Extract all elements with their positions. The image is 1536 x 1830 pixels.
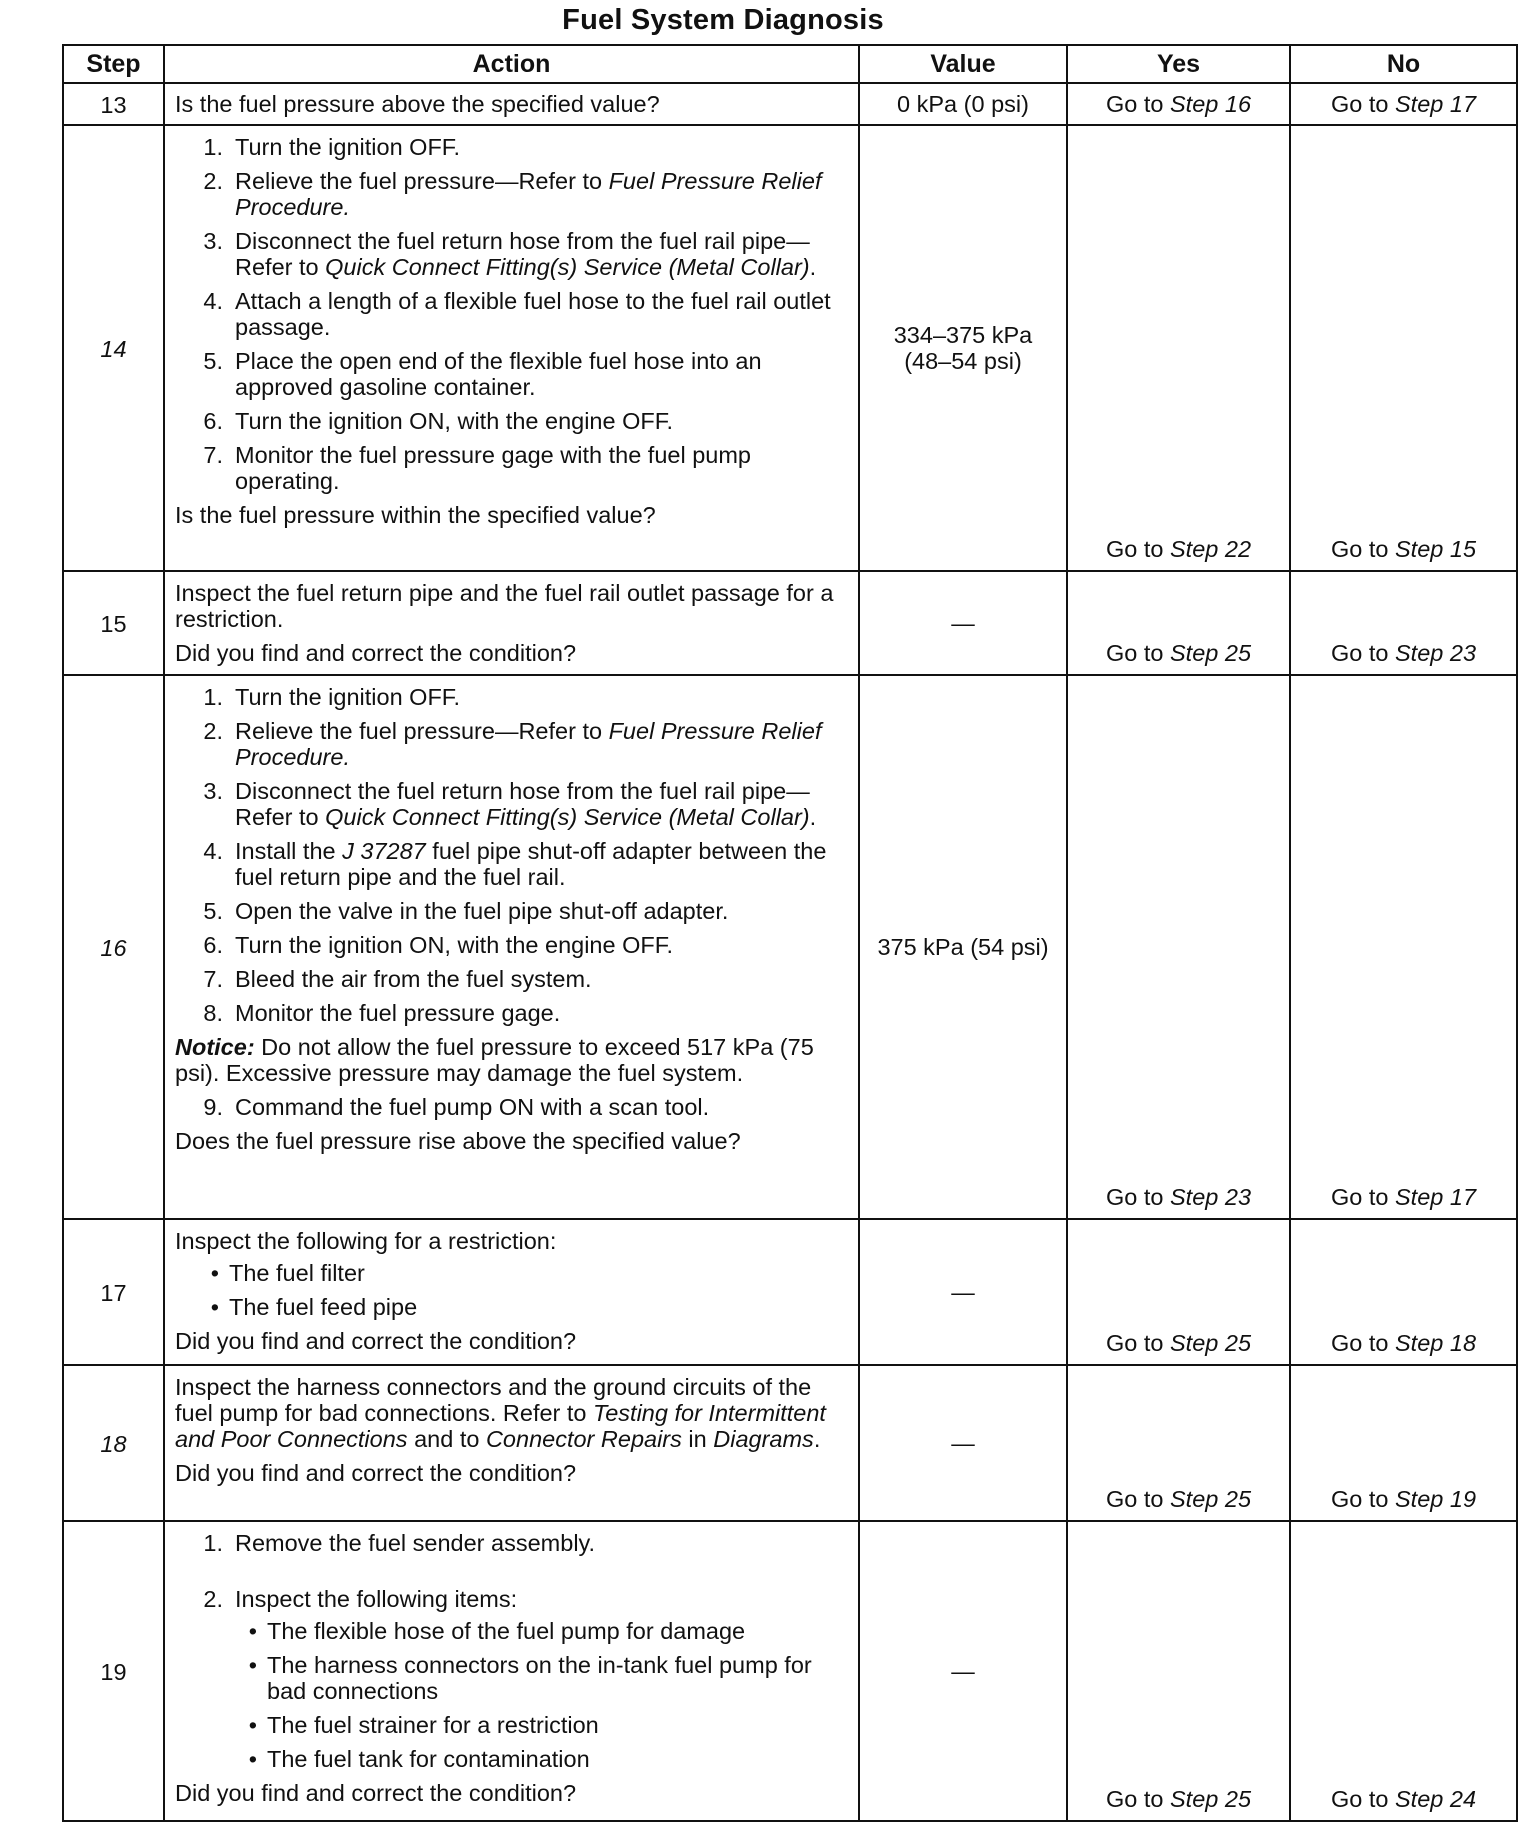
step-number: 16: [63, 675, 164, 1219]
list-item: 7. Monitor the fuel pressure gage with the fuel pump operating.: [203, 442, 751, 494]
yes-step-ref: Step 23: [1170, 1184, 1252, 1210]
list-item: • The harness connectors on the in-tank fuel pump for bad connections: [248, 1652, 812, 1704]
notice-label: Notice:: [175, 1034, 255, 1060]
go-to-label: Go to: [1330, 640, 1389, 666]
list-item: 8. Monitor the fuel pressure gage.: [203, 1000, 561, 1026]
no-cell: [1290, 675, 1517, 1219]
no-step-ref: Step 24: [1395, 1786, 1477, 1812]
header-yes: Yes: [1067, 45, 1290, 83]
go-to-label: Go to: [1105, 1330, 1164, 1356]
no-cell: [1290, 571, 1517, 675]
action-cell: [164, 571, 859, 675]
yes-cell: [1067, 1219, 1290, 1365]
bullet-list: [175, 1618, 848, 1772]
page-title: Fuel System Diagnosis: [562, 4, 884, 36]
no-cell: [1290, 1521, 1517, 1821]
value-cell: 375 kPa (54 psi): [859, 675, 1067, 1219]
list-item: 5. Place the open end of the flexible fuel hose into an approved gasoline container.: [203, 348, 762, 400]
list-item: • The fuel filter: [210, 1260, 365, 1286]
question-text: Did you find and correct the condition?: [175, 1780, 577, 1806]
yes-cell: [1067, 83, 1290, 125]
value-cell: —: [859, 1521, 1067, 1821]
list-item: • The fuel feed pipe: [210, 1294, 418, 1320]
list-item: 3. Disconnect the fuel return hose from the fuel rail pipe—Refer to Quick Connect Fitting(s) Service (Metal Collar).: [203, 228, 817, 280]
action-cell: [164, 1365, 859, 1521]
go-to-label: Go to: [1330, 1184, 1389, 1210]
procedure-reference: Connector Repairs: [485, 1426, 682, 1452]
step-number: 18: [63, 1365, 164, 1521]
no-step-ref: Step 15: [1395, 536, 1477, 562]
list-item: • The fuel tank for contamination: [248, 1746, 590, 1772]
yes-cell: [1067, 675, 1290, 1219]
go-to-label: Go to: [1330, 91, 1389, 117]
list-item: 1. Remove the fuel sender assembly.: [203, 1530, 596, 1556]
action-cell: [164, 1521, 859, 1821]
question-text: Did you find and correct the condition?: [175, 1328, 577, 1354]
tool-reference: J 37287: [342, 838, 426, 864]
list-item: 7. Bleed the air from the fuel system.: [203, 966, 592, 992]
bullet-list: [175, 1260, 848, 1320]
table-row: [63, 1219, 1517, 1365]
list-item: 9. Command the fuel pump ON with a scan tool.: [203, 1094, 710, 1120]
procedure-reference: Diagrams: [713, 1426, 814, 1452]
action-cell: [164, 675, 859, 1219]
action-cell: [164, 83, 859, 125]
no-step-ref: Step 17: [1395, 91, 1477, 117]
list-item: 2. Relieve the fuel pressure—Refer to Fuel Pressure Relief Procedure.: [203, 718, 822, 770]
notice-text: Do not allow the fuel pressure to exceed 517 kPa (75 psi). Excessive pressure may damage the fuel system.: [175, 1034, 814, 1086]
yes-step-ref: Step 22: [1170, 536, 1252, 562]
procedure-list: [175, 1094, 848, 1120]
list-item: 5. Open the valve in the fuel pipe shut-off adapter.: [203, 898, 729, 924]
table-row: [63, 1521, 1517, 1821]
value-cell: —: [859, 571, 1067, 675]
action-cell: [164, 1219, 859, 1365]
value-line: (48–54 psi): [904, 348, 1022, 374]
list-item: 2. Inspect the following items:: [203, 1586, 518, 1612]
no-cell: [1290, 83, 1517, 125]
value-cell: —: [859, 1219, 1067, 1365]
question-text: Is the fuel pressure within the specified value?: [175, 502, 656, 528]
list-item: 1. Turn the ignition OFF.: [203, 134, 461, 160]
yes-cell: [1067, 125, 1290, 571]
header-row: [63, 45, 1517, 83]
header-value: Value: [859, 45, 1067, 83]
header-action: Action: [164, 45, 859, 83]
list-item: 6. Turn the ignition ON, with the engine OFF.: [203, 932, 674, 958]
no-step-ref: Step 18: [1395, 1330, 1477, 1356]
table-row: [63, 125, 1517, 571]
yes-cell: [1067, 1521, 1290, 1821]
procedure-reference: Fuel Pressure Relief Procedure: [235, 168, 822, 220]
question-text: Did you find and correct the condition?: [175, 640, 577, 666]
yes-step-ref: Step 25: [1170, 1786, 1252, 1812]
list-item: 4. Install the J 37287 fuel pipe shut-off adapter between the fuel return pipe and the fuel rail.: [203, 838, 827, 890]
table-row: [63, 83, 1517, 125]
notice: [175, 1034, 848, 1086]
action-text: Inspect the fuel return pipe and the fuel rail outlet passage for a restriction.: [175, 580, 834, 632]
no-cell: [1290, 1219, 1517, 1365]
diagnosis-table: [62, 44, 1518, 1822]
step-number: 13: [63, 83, 164, 125]
procedure-list: [175, 1586, 848, 1612]
procedure-list: [175, 134, 848, 494]
step-number: 14: [63, 125, 164, 571]
list-item: 4. Attach a length of a flexible fuel hose to the fuel rail outlet passage.: [203, 288, 831, 340]
go-to-label: Go to: [1105, 1486, 1164, 1512]
go-to-label: Go to: [1105, 91, 1164, 117]
no-step-ref: Step 23: [1395, 640, 1477, 666]
action-text: Inspect the following for a restriction:: [175, 1228, 557, 1254]
go-to-label: Go to: [1330, 536, 1389, 562]
no-cell: [1290, 125, 1517, 571]
step-number: 17: [63, 1219, 164, 1365]
value-cell: [859, 125, 1067, 571]
question-text: Does the fuel pressure rise above the specified value?: [175, 1128, 741, 1154]
value-cell: 0 kPa (0 psi): [859, 83, 1067, 125]
step-number: 19: [63, 1521, 164, 1821]
yes-step-ref: Step 25: [1170, 1486, 1252, 1512]
go-to-label: Go to: [1330, 1486, 1389, 1512]
no-step-ref: Step 19: [1395, 1486, 1477, 1512]
yes-step-ref: Step 16: [1170, 91, 1252, 117]
action-cell: [164, 125, 859, 571]
list-item: 2. Relieve the fuel pressure—Refer to Fuel Pressure Relief Procedure.: [203, 168, 822, 220]
step-number: 15: [63, 571, 164, 675]
procedure-reference: Quick Connect Fitting(s) Service (Metal Collar): [325, 804, 810, 830]
go-to-label: Go to: [1105, 536, 1164, 562]
yes-step-ref: Step 25: [1170, 640, 1252, 666]
procedure-reference: Quick Connect Fitting(s) Service (Metal Collar): [325, 254, 810, 280]
table-row: [63, 675, 1517, 1219]
go-to-label: Go to: [1105, 640, 1164, 666]
no-step-ref: Step 17: [1395, 1184, 1477, 1210]
list-item: 3. Disconnect the fuel return hose from the fuel rail pipe—Refer to Quick Connect Fitting(s) Service (Metal Collar).: [203, 778, 817, 830]
table-row: [63, 1365, 1517, 1521]
go-to-label: Go to: [1330, 1786, 1389, 1812]
procedure-reference: Fuel Pressure Relief Procedure: [235, 718, 822, 770]
procedure-list: [175, 1530, 848, 1556]
list-item: 1. Turn the ignition OFF.: [203, 684, 461, 710]
header-no: No: [1290, 45, 1517, 83]
table-row: [63, 571, 1517, 675]
go-to-label: Go to: [1105, 1184, 1164, 1210]
header-step: Step: [63, 45, 164, 83]
yes-cell: [1067, 1365, 1290, 1521]
go-to-label: Go to: [1105, 1786, 1164, 1812]
question-text: Is the fuel pressure above the specified value?: [175, 91, 660, 117]
question-text: Did you find and correct the condition?: [175, 1460, 577, 1486]
action-text: Inspect the harness connectors and the ground circuits of the fuel pump for bad connections. Refer to Testing for Intermittent and Poor Connections and to Connector Repairs in Diagrams.: [175, 1374, 826, 1452]
go-to-label: Go to: [1330, 1330, 1389, 1356]
yes-cell: [1067, 571, 1290, 675]
yes-step-ref: Step 25: [1170, 1330, 1252, 1356]
list-item: • The fuel strainer for a restriction: [248, 1712, 599, 1738]
procedure-list: [175, 684, 848, 1026]
value-line: 334–375 kPa: [893, 322, 1033, 348]
procedure-reference: Testing for Intermittent and Poor Connections: [175, 1400, 826, 1452]
no-cell: [1290, 1365, 1517, 1521]
value-cell: —: [859, 1365, 1067, 1521]
list-item: • The flexible hose of the fuel pump for damage: [248, 1618, 746, 1644]
list-item: 6. Turn the ignition ON, with the engine OFF.: [203, 408, 674, 434]
